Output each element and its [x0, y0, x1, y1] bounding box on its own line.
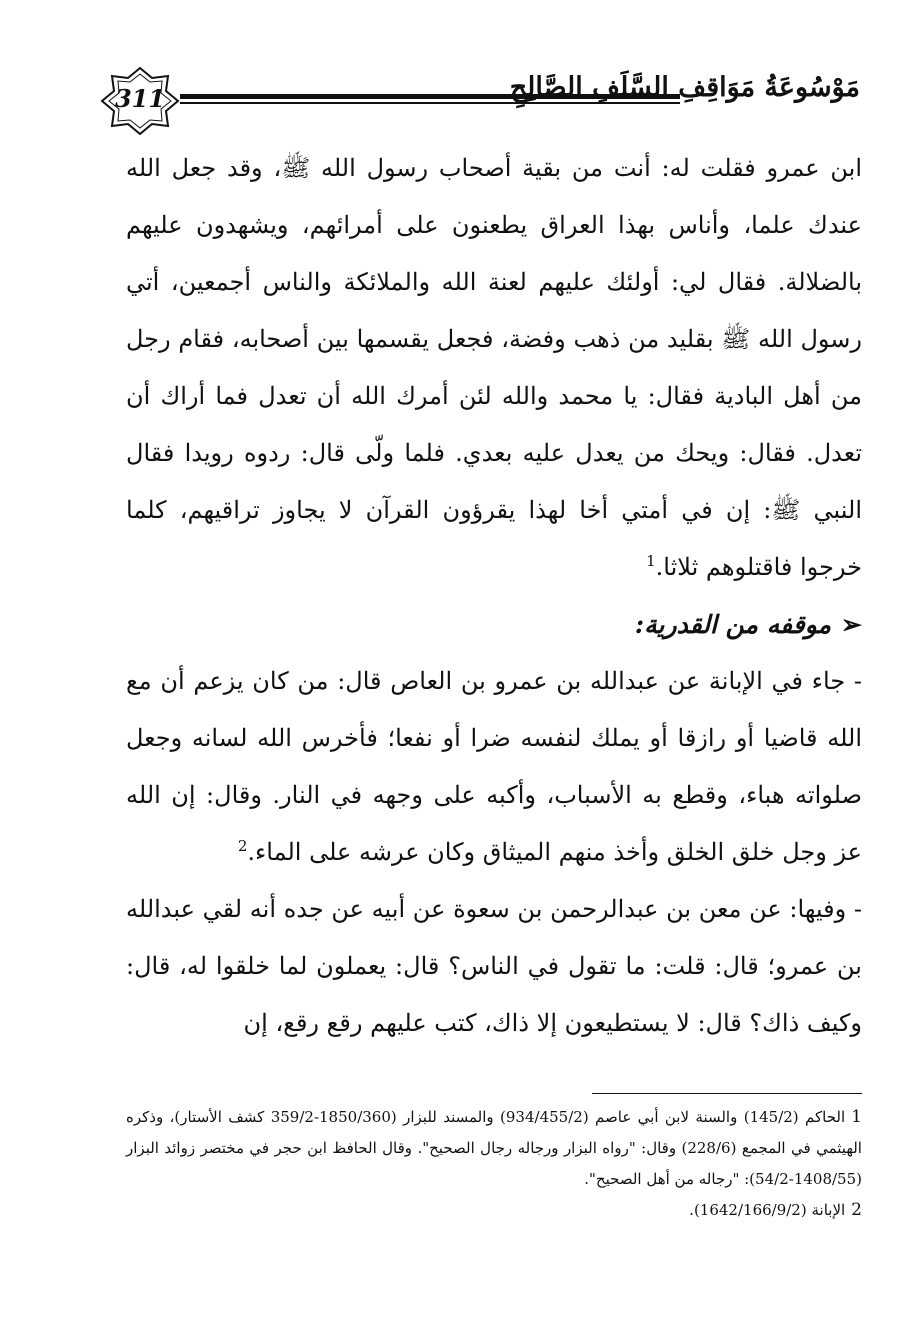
footnote: [126, 1102, 862, 1195]
paragraph-text: - جاء في الإبانة عن عبدالله بن عمرو بن العاص قال: من كان يزعم أن مع الله قاضيا أو رازقا أو يملك لنفسه ضرا أو نفعا؛ فأخرس الله لسانه وجعل صلواته هباء، وقطع به الأسباب، وأكبه على وجهه في النار. وقال: إن الله عز وجل خلق الخلق وأخذ منهم الميثاق وكان عرشه على الماء.: [126, 667, 862, 866]
main-text: [126, 140, 862, 1052]
footnote-text: الإبانة (1642/166/9/2).: [689, 1201, 846, 1219]
page-number: 311: [114, 84, 166, 113]
footnote-marker: 1: [646, 552, 656, 570]
footnote-number: 1: [851, 1107, 862, 1127]
footnote: [126, 1195, 862, 1226]
paragraph: [126, 653, 862, 881]
section-heading: [126, 596, 862, 653]
arrow-bullet-icon: ➢: [841, 610, 862, 639]
page-number-badge: [100, 66, 180, 136]
footnote-marker: 2: [237, 837, 248, 855]
paragraph-text: ابن عمرو فقلت له: أنت من بقية أصحاب رسول الله ﷺ، وقد جعل الله عندك علما، وأناس بهذا العراق يطعنون على أمرائهم، ويشهدون عليهم بالضلالة. فقال لي: أولئك عليهم لعنة الله والملائكة والناس أجمعين، أتي رسول الله ﷺ بقليد من ذهب وفضة، فجعل يقسمها بين أصحابه، فقام رجل من أهل البادية فقال: يا محمد والله لئن أمرك الله أن تعدل فما أراك أن تعدل. فقال: ويحك من يعدل عليه بعدي. فلما ولّى قال: ردوه رويدا فقال النبي ﷺ: إن في أمتي أخا لهذا يقرؤون القرآن لا يجاوز تراقيهم، كلما خرجوا فاقتلوهم ثلاثا.: [126, 154, 862, 581]
page-header: [100, 66, 860, 136]
footnote-divider: [592, 1093, 862, 1094]
section-heading-text: موقفه من القدرية:: [634, 610, 832, 639]
footnotes: [126, 1102, 862, 1226]
series-title: مَوْسُوعَةُ مَوَاقِفِ السَّلَفِ الصَّالِحِ: [509, 72, 860, 103]
paragraph: [126, 140, 862, 596]
footnote-text: الحاكم (145/2) والسنة لابن أبي عاصم (934/455/2) والمسند للبزار (1850/360-359/2 كشف الأستار)، وذكره الهيثمي في المجمع (228/6) وقال: "رواه البزار ورجاله رجال الصحيح". وقال الحافظ ابن حجر في مختصر زوائد البزار (1408/55-54/2): "رجاله من أهل الصحيح".: [126, 1108, 862, 1188]
paragraph-text: - وفيها: عن معن بن عبدالرحمن بن سعوة عن أبيه عن جده أنه لقي عبدالله بن عمرو؛ قال: قلت: ما تقول في الناس؟ قال: يعملون لما خلقوا له، قال: وكيف ذاك؟ قال: لا يستطيعون إلا ذاك، كتب عليهم رقع رقع، إن: [126, 895, 862, 1037]
footnote-number: 2: [851, 1200, 862, 1220]
paragraph: [126, 881, 862, 1052]
